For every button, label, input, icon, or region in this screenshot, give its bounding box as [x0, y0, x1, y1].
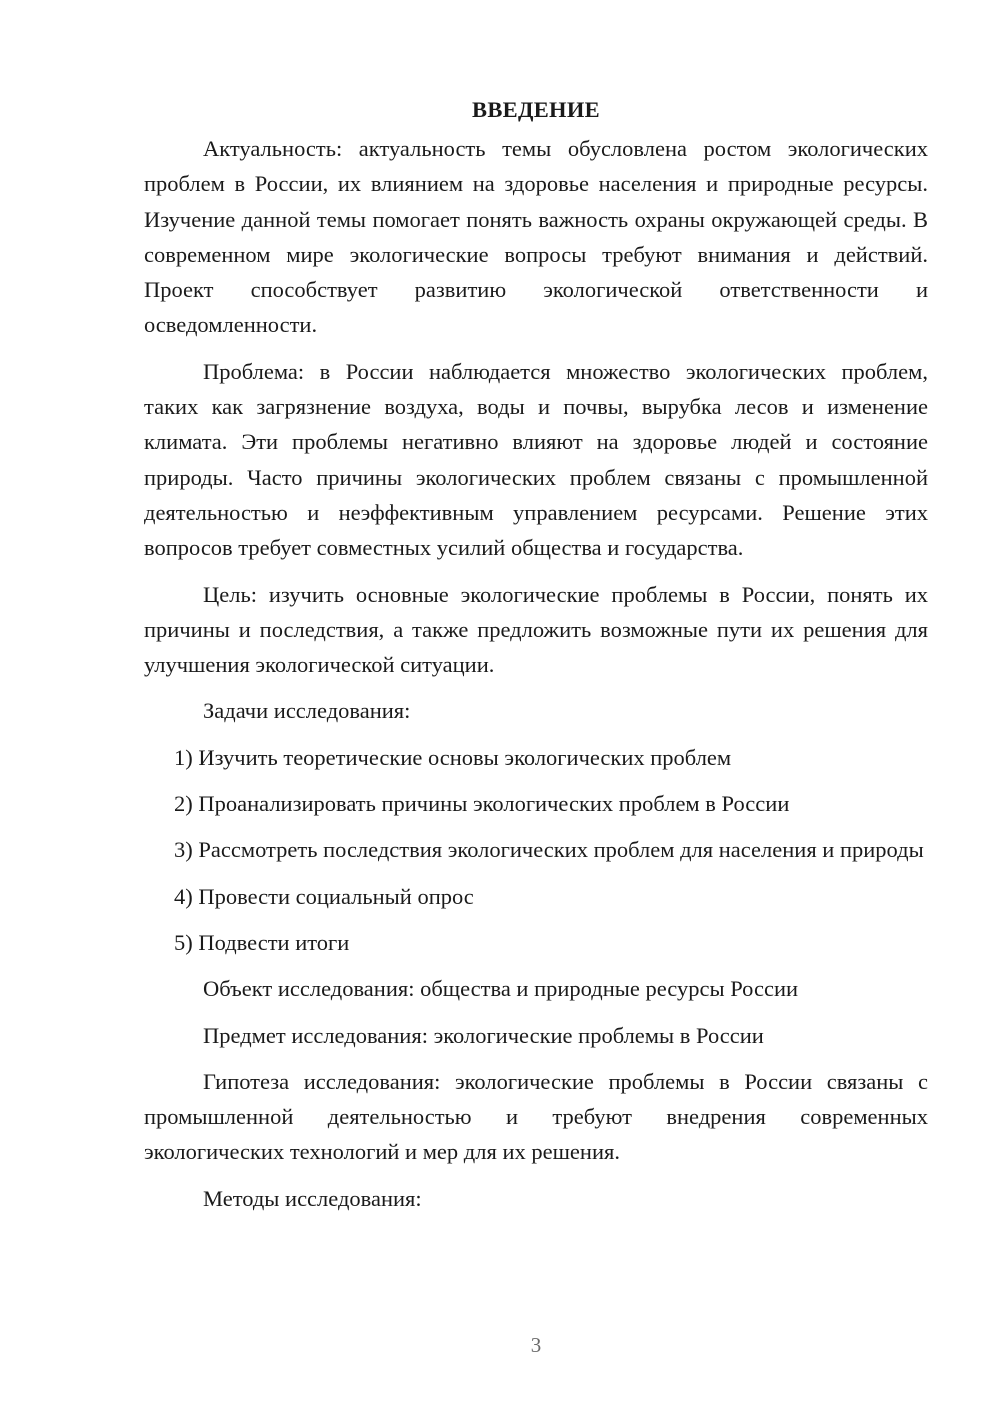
subject-paragraph: Предмет исследования: экологические проблемы в России	[203, 1022, 764, 1048]
hypothesis-paragraph: Гипотеза исследования: экологические проблемы в России связаны с промышленной деятельностью и требуют внедрения современных экологических технологий и мер для их решения.	[144, 1068, 928, 1165]
problem-paragraph: Проблема: в России наблюдается множество экологических проблем, таких как загрязнение воздуха, воды и почвы, вырубка лесов и изменение климата. Эти проблемы негативно влияют на здоровье людей и состояние природы. Часто причины экологических проблем связаны с промышленной деятельностью и неэффективным управлением ресурсами. Решение этих вопросов требует совместных усилий общества и государства.	[144, 358, 928, 561]
page-number: 3	[530, 1333, 542, 1357]
goal-paragraph: Цель: изучить основные экологические проблемы в России, понять их причины и последствия, а также предложить возможные пути их решения для улучшения экологической ситуации.	[144, 581, 928, 678]
task-item-2: 2) Проанализировать причины экологических проблем в России	[174, 791, 790, 817]
task-item-1: 1) Изучить теоретические основы экологических проблем	[174, 744, 732, 770]
methods-paragraph: Методы исследования:	[203, 1185, 422, 1211]
tasks-title: Задачи исследования:	[203, 698, 411, 724]
document-page	[144, 92, 928, 1216]
section-heading: ВВЕДЕНИЕ	[472, 97, 600, 122]
task-item-5: 5) Подвести итоги	[174, 929, 350, 955]
task-item-3: 3) Рассмотреть последствия экологических проблем для населения и природы	[174, 837, 924, 863]
task-item-4: 4) Провести социальный опрос	[174, 883, 474, 909]
object-paragraph: Объект исследования: общества и природные ресурсы России	[203, 976, 799, 1002]
relevance-paragraph: Актуальность: актуальность темы обусловлена ростом экологических проблем в России, их влиянием на здоровье населения и природные ресурсы. Изучение данной темы помогает понять важность охраны окружающей среды. В современном мире экологические вопросы требуют внимания и действий. Проект способствует развитию экологической ответственности и осведомленности.	[144, 136, 928, 338]
